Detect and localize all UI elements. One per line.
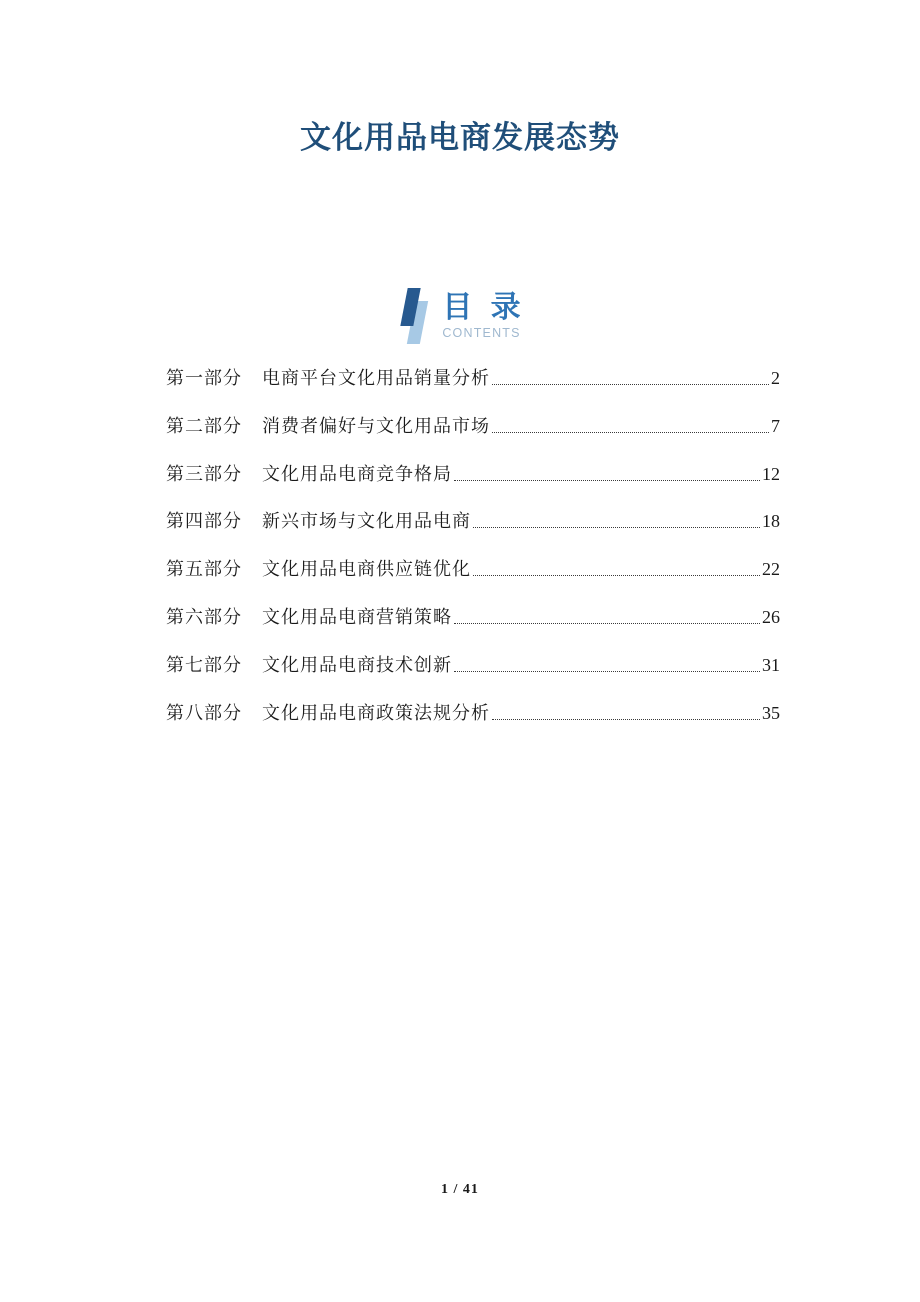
dot-leader [492,719,760,720]
toc-header-inner [394,288,525,350]
toc-entry[interactable] [166,414,780,438]
toc-entry-title: 文化用品电商政策法规分析 [262,702,490,723]
toc-header [0,288,920,350]
toc-entry[interactable] [166,701,780,725]
toc-part-label: 第八部分 [166,702,242,723]
dot-leader [454,671,760,672]
footer-page-indicator: 1 / 41 [441,1182,479,1197]
toc-page-number: 18 [762,511,780,532]
toc-part-label: 第五部分 [166,559,242,580]
toc-entry-title: 新兴市场与文化用品电商 [262,511,471,532]
toc-page-number: 35 [762,702,780,723]
dot-leader [473,575,760,576]
toc-entry[interactable] [166,653,780,677]
toc-subheading: CONTENTS [442,326,521,340]
toc-entry[interactable] [166,605,780,629]
toc-page-number: 22 [762,559,780,580]
toc-page-number: 26 [762,606,780,627]
toc-part-label: 第四部分 [166,511,242,532]
toc-entry-title: 文化用品电商竞争格局 [262,463,452,484]
dot-leader [492,384,769,385]
toc-page-number: 7 [771,415,780,436]
toc-part-label: 第七部分 [166,654,242,675]
toc-logo-icon [394,288,442,350]
toc-page-number: 31 [762,654,780,675]
toc-entry-title: 文化用品电商供应链优化 [262,559,471,580]
dot-leader [454,480,760,481]
toc-list [166,366,780,748]
toc-header-text [442,288,525,340]
toc-entry-title: 电商平台文化用品销量分析 [262,368,490,388]
toc-entry[interactable] [166,557,780,581]
toc-entry[interactable] [166,462,780,486]
toc-part-label: 第三部分 [166,463,242,484]
dot-leader [454,623,760,624]
dot-leader [473,527,760,528]
toc-page-number: 12 [762,463,780,484]
toc-part-label: 第二部分 [166,415,242,436]
toc-page-number: 2 [771,368,780,388]
toc-heading: 目 录 [442,291,526,324]
toc-entry-title: 文化用品电商营销策略 [262,606,452,627]
toc-part-label: 第一部分 [166,368,242,388]
toc-entry[interactable] [166,509,780,533]
toc-part-label: 第六部分 [166,606,242,627]
toc-entry[interactable] [166,366,780,390]
toc-entry-title: 文化用品电商技术创新 [262,654,452,675]
page-title: 文化用品电商发展态势 [300,120,620,155]
dot-leader [492,432,769,433]
toc-entry-title: 消费者偏好与文化用品市场 [262,415,490,436]
